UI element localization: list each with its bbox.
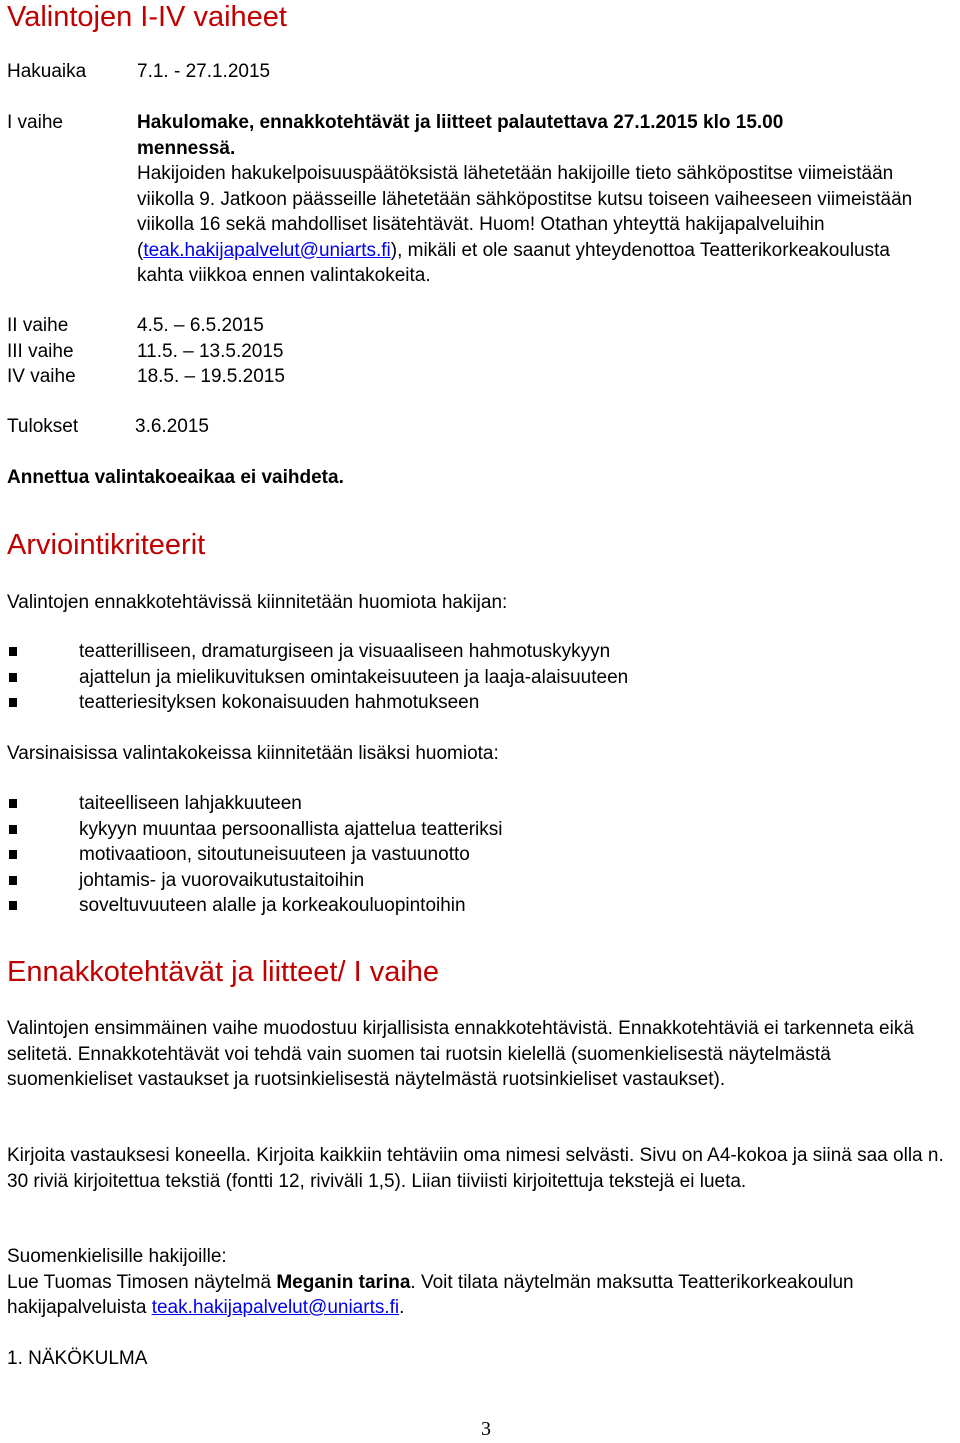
phase-dates [7,313,285,390]
list-item [7,817,907,843]
finnish-applicants-text [7,1270,952,1321]
page-title: Valintojen I-IV vaiheet [7,1,287,33]
hakijapalvelut-email-link-1[interactable]: teak.hakijapalvelut@uniarts.fi [143,239,391,261]
square-bullet-icon [9,647,17,656]
criteria-heading: Arviointikriteerit [7,529,206,561]
phase3-label: III vaihe [7,340,74,362]
square-bullet-icon [9,876,17,885]
hakuaika-label: Hakuaika [7,61,87,82]
results-row [7,414,209,440]
hakijapalvelut-email-link-2[interactable]: teak.hakijapalvelut@uniarts.fi [151,1297,400,1318]
list-item [7,842,907,868]
square-bullet-icon [9,825,17,834]
phase4-row [7,364,285,390]
phase1-label: I vaihe [7,112,63,133]
square-bullet-icon [9,850,17,859]
square-bullet-icon [9,901,17,910]
results-value: 3.6.2015 [135,416,209,437]
criteria-list-1 [7,639,907,716]
criteria-list-2 [7,791,907,919]
phase4-value: 18.5. – 19.5.2015 [137,366,285,387]
square-bullet-icon [9,799,17,808]
para3-text-a: Lue Tuomas Timosen näytelmä [7,1271,277,1293]
phase1-text-b: ), mikäli et ole saanut yhteydenottoa Teatterikorkeakoulusta kahta viikkoa ennen valintakokeita. [137,239,890,286]
tasks-heading: Ennakkotehtävät ja liitteet/ I vaihe [7,956,440,988]
hakuaika-row [7,59,270,85]
play-title: Meganin tarina [276,1271,411,1293]
section-1-title: 1. NÄKÖKULMA [7,1348,148,1369]
square-bullet-icon [9,673,17,682]
list-item-text: johtamis- ja vuorovaikutustaitoihin [79,869,365,891]
phase4-label: IV vaihe [7,366,76,387]
list-item-text: taiteelliseen lahjakkuuteen [79,793,302,814]
list-item-text: kykyyn muuntaa persoonallista ajattelua teatteriksi [79,818,503,840]
phase3-value: 11.5. – 13.5.2015 [137,340,284,362]
phase1-text [137,161,937,289]
list-item-text: teatteriesityksen kokonaisuuden hahmotukseen [79,692,480,713]
criteria-intro-1: Valintojen ennakkotehtävissä kiinnitetään huomiota hakijan: [7,592,508,613]
phase2-label: II vaihe [7,315,69,336]
list-item [7,868,907,894]
results-label: Tulokset [7,416,79,437]
tasks-paragraph-1: Valintojen ensimmäinen vaihe muodostuu kirjallisista ennakkotehtävistä. Ennakkotehtäviä ei tarkenneta eikä selitetä. Ennakkotehtävät voi tehdä vain suomen tai ruotsin kielellä (suomenkielisestä näytelmästä suomenkieliset vastaukset ja ruotsinkielisestä näytelmästä ruotsinkieliset vastaukset). [7,1018,914,1090]
para3-text-b: . Voit tilata näytelmän maksutta Teatterikorkeakoulun hakijapalveluista [7,1271,854,1318]
list-item [7,665,907,691]
list-item [7,791,907,817]
criteria-intro-2: Varsinaisissa valintakokeissa kiinnitetään lisäksi huomiota: [7,743,499,764]
phase1-row [7,110,957,289]
phase1-content [137,110,937,289]
phase1-deadline-line2: mennessä. [137,137,236,159]
tasks-paragraph-2: Kirjoita vastauksesi koneella. Kirjoita kaikkiin tehtäviin oma nimesi selvästi. Sivu on A4-kokoa ja siinä saa olla n. 30 riviä kirjoitettua tekstiä (fontti 12, riviväli 1,5). Liian tiiviisti kirjoitettuja tekstejä ei lueta. [7,1145,944,1192]
phase3-row [7,339,285,365]
phase1-deadline-line1: Hakulomake, ennakkotehtävät ja liitteet palautettava 27.1.2015 klo 15.00 [137,112,784,133]
para3-text-c: . [399,1297,405,1318]
list-item-text: motivaatioon, sitoutuneisuuteen ja vastuunotto [79,844,470,865]
phase2-row [7,313,285,339]
list-item [7,639,907,665]
list-item [7,690,907,716]
list-item-text: soveltuvuuteen alalle ja korkeakouluopintoihin [79,895,466,916]
tasks-paragraph-3 [7,1244,952,1321]
finnish-applicants-label: Suomenkielisille hakijoille: [7,1246,227,1267]
list-item-text: ajattelun ja mielikuvituksen omintakeisuuteen ja laaja-alaisuuteen [79,666,629,688]
schedule-note: Annettua valintakoeaikaa ei vaihdeta. [7,467,344,488]
phase2-value: 4.5. – 6.5.2015 [137,315,264,336]
phase1-text-a: Hakijoiden hakukelpoisuuspäätöksistä lähetetään hakijoille tieto sähköpostitse viimeistään viikolla 9. Jatkoon päässeille lähetetään sähköpostitse kutsu toiseen vaiheeseen viimeistään viikolla 16 sekä mahdolliset lisätehtävät. Huom! Otathan yhteyttä hakijapalveluihin ( [137,163,913,261]
hakuaika-value: 7.1. - 27.1.2015 [137,61,271,82]
list-item [7,893,907,919]
list-item-text: teatterilliseen, dramaturgiseen ja visuaaliseen hahmotuskykyyn [79,641,611,662]
page-number: 3 [481,1418,491,1440]
square-bullet-icon [9,698,17,707]
